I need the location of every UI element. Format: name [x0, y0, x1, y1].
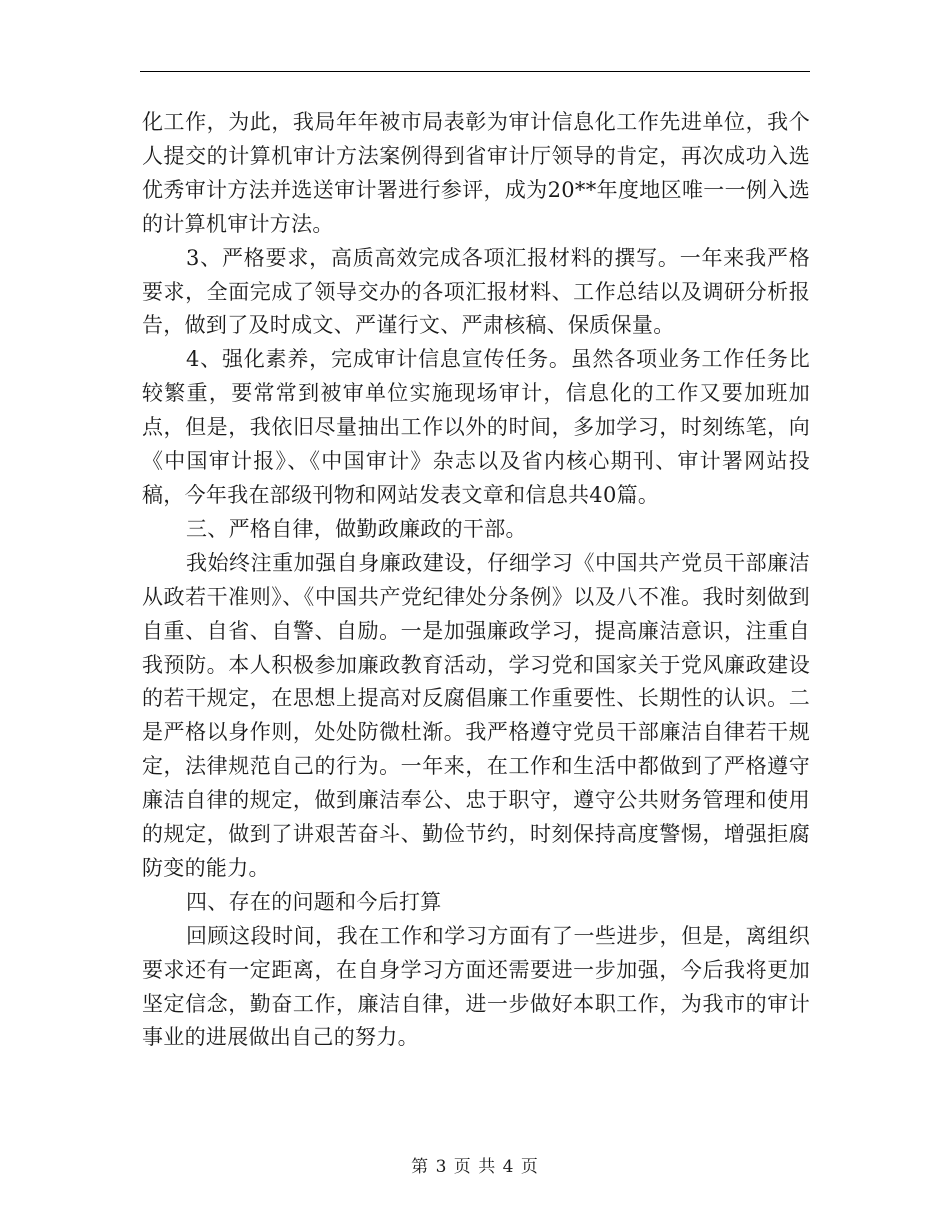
paragraph-conclusion: 回顾这段时间，我在工作和学习方面有了一些进步，但是，离组织要求还有一定距离，在自身学习方面还需要进一步加强，今后我将更加坚定信念，勤奋工作，廉洁自律，进一步做好本职工作，为我市的审计事业的进展做出自己的努力。 [142, 923, 810, 1050]
paragraph-item-4: 4、强化素养，完成审计信息宣传任务。虽然各项业务工作任务比较繁重，要常常到被审单位实施现场审计，信息化的工作又要加班加点，但是，我依旧尽量抽出工作以外的时间，多加学习，时刻练笔，向《中国审计报》、《中国审计》杂志以及省内核心期刊、审计署网站投稿，今年我在部级刊物和网站发表文章和信息共40篇。 [142, 347, 810, 507]
document-body [142, 106, 810, 1055]
page-number: 第 3 页 共 4 页 [411, 1157, 539, 1177]
section-heading-4: 四、存在的问题和今后打算 [186, 889, 442, 914]
paragraph-item-3: 3、严格要求，高质高效完成各项汇报材料的撰写。一年来我严格要求，全面完成了领导交办的各项汇报材料、工作总结以及调研分析报告，做到了及时成文、严谨行文、严肃核稿、保质保量。 [142, 245, 810, 338]
header-rule [140, 71, 810, 72]
paragraph-integrity: 我始终注重加强自身廉政建设，仔细学习《中国共产党员干部廉洁从政若干准则》、《中国共产党纪律处分条例》以及八不准。我时刻做到自重、自省、自警、自励。一是加强廉政学习，提高廉洁意识，注重自我预防。本人积极参加廉政教育活动，学习党和国家关于党风廉政建设的若干规定，在思想上提高对反腐倡廉工作重要性、长期性的认识。二是严格以身作则，处处防微杜渐。我严格遵守党员干部廉洁自律若干规定，法律规范自己的行为。一年来，在工作和生活中都做到了严格遵守廉洁自律的规定，做到廉洁奉公、忠于职守，遵守公共财务管理和使用的规定，做到了讲艰苦奋斗、勤俭节约，时刻保持高度警惕，增强拒腐防变的能力。 [142, 550, 810, 880]
section-heading-3: 三、严格自律，做勤政廉政的干部。 [186, 516, 527, 541]
paragraph-continuation: 化工作，为此，我局年年被市局表彰为审计信息化工作先进单位，我个人提交的计算机审计方法案例得到省审计厅领导的肯定，再次成功入选优秀审计方法并选送审计署进行参评，成为20**年度地区唯一一例入选的计算机审计方法。 [142, 110, 810, 236]
